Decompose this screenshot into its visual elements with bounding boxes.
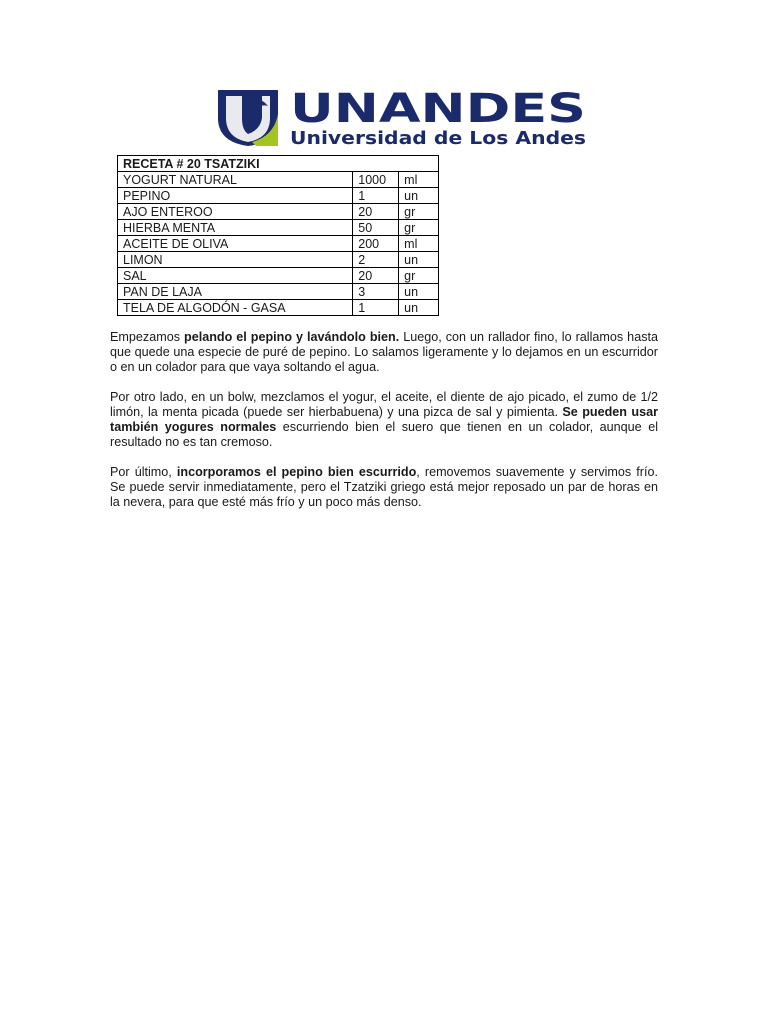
- ingredient-quantity: 200: [353, 236, 399, 252]
- emphasis: Se pueden usar también yogures normales: [110, 405, 658, 434]
- shield-eagle-icon: [218, 90, 278, 146]
- table-row: [118, 236, 439, 252]
- university-logo: [216, 88, 588, 148]
- ingredient-unit: gr: [399, 204, 439, 220]
- ingredient-name: HIERBA MENTA: [118, 220, 353, 236]
- table-row: [118, 220, 439, 236]
- ingredient-unit: un: [399, 284, 439, 300]
- table-row: [118, 284, 439, 300]
- ingredient-quantity: 20: [353, 204, 399, 220]
- ingredient-quantity: 3: [353, 284, 399, 300]
- ingredient-name: LIMON: [118, 252, 353, 268]
- ingredient-name: PAN DE LAJA: [118, 284, 353, 300]
- table-row: [118, 172, 439, 188]
- ingredient-name: PEPINO: [118, 188, 353, 204]
- table-header-row: [118, 156, 439, 172]
- ingredient-unit: gr: [399, 220, 439, 236]
- table-row: [118, 268, 439, 284]
- table-row: [118, 252, 439, 268]
- logo-subtitle: Universidad de Los Andes: [290, 128, 586, 148]
- ingredient-quantity: 1000: [353, 172, 399, 188]
- ingredient-name: AJO ENTEROO: [118, 204, 353, 220]
- ingredient-quantity: 50: [353, 220, 399, 236]
- recipe-ingredients-table: [117, 155, 439, 316]
- logo-name: UNANDES: [290, 88, 586, 132]
- ingredient-unit: un: [399, 188, 439, 204]
- instruction-paragraph-3: Por último, incorporamos el pepino bien escurrido, removemos suavemente y servimos frío. Se puede servir inmediatamente, pero el Tzatziki griego está mejor reposado un par de horas en la nevera, para que esté más frío y un poco más denso.: [110, 465, 658, 509]
- emphasis: pelando el pepino y lavándolo bien.: [184, 330, 400, 344]
- ingredient-quantity: 2: [353, 252, 399, 268]
- recipe-instructions: [110, 330, 658, 525]
- ingredient-unit: un: [399, 252, 439, 268]
- ingredient-unit: ml: [399, 236, 439, 252]
- ingredient-unit: un: [399, 300, 439, 316]
- ingredient-name: ACEITE DE OLIVA: [118, 236, 353, 252]
- ingredient-quantity: 1: [353, 300, 399, 316]
- ingredient-name: YOGURT NATURAL: [118, 172, 353, 188]
- instruction-paragraph-1: Empezamos pelando el pepino y lavándolo bien. Luego, con un rallador fino, lo rallamos hasta que quede una especie de puré de pepino. Lo salamos ligeramente y lo dejamos en un escurridor o en un colador para que vaya soltando el agua.: [110, 330, 658, 374]
- table-row: [118, 204, 439, 220]
- table-row: [118, 300, 439, 316]
- instruction-paragraph-2: Por otro lado, en un bolw, mezclamos el yogur, el aceite, el diente de ajo picado, el zumo de 1/2 limón, la menta picada (puede ser hierbabuena) y una pizca de sal y pimienta. Se pueden usar también yogures normales escurriendo bien el suero que tienen en un colador, aunque el resultado no es tan cremoso.: [110, 390, 658, 449]
- ingredient-unit: gr: [399, 268, 439, 284]
- ingredient-name: SAL: [118, 268, 353, 284]
- ingredient-quantity: 20: [353, 268, 399, 284]
- ingredient-unit: ml: [399, 172, 439, 188]
- table-row: [118, 188, 439, 204]
- recipe-title: RECETA # 20 TSATZIKI: [118, 156, 439, 172]
- ingredient-quantity: 1: [353, 188, 399, 204]
- ingredient-name: TELA DE ALGODÓN - GASA: [118, 300, 353, 316]
- emphasis: incorporamos el pepino bien escurrido: [176, 465, 417, 479]
